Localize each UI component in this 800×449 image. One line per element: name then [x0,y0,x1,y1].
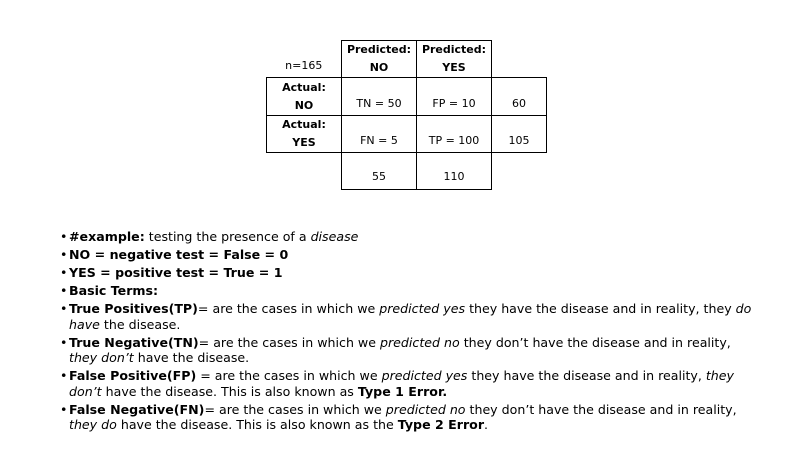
definitions-list [60,229,760,435]
list-item-example: • #example: testing the presence of a disease [60,229,760,245]
list-item-false-negative: • False Negative(FN)= are the cases in which we predicted no they don’t have the disease and in reality, they do have the disease. This is also known as the Type 2 Error. [60,402,760,433]
col-total-yes: 110 [417,153,492,190]
row-total-yes: 105 [492,116,547,153]
header-actual-no: Actual: NO [267,78,342,116]
row-total-no: 60 [492,78,547,116]
list-item-false-positive: • False Positive(FP) = are the cases in which we predicted yes they have the disease and in reality, they don’t have the disease. This is also known as Type 1 Error. [60,368,760,399]
list-item-no-definition: • NO = negative test = False = 0 [60,247,760,263]
list-item-true-negative: • True Negative(TN)= are the cases in which we predicted no they don’t have the disease and in reality, they don’t have the disease. [60,335,760,366]
cell-true-positive: TP = 100 [417,116,492,153]
confusion-matrix [266,40,547,190]
list-item-basic-terms: • Basic Terms: [60,283,760,299]
cell-true-negative: TN = 50 [342,78,417,116]
header-predicted-yes: Predicted: YES [417,41,492,78]
cell-false-positive: FP = 10 [417,78,492,116]
cell-false-negative: FN = 5 [342,116,417,153]
list-item-yes-definition: • YES = positive test = True = 1 [60,265,760,281]
col-total-no: 55 [342,153,417,190]
header-actual-yes: Actual: YES [267,116,342,153]
list-item-true-positive: • True Positives(TP)= are the cases in which we predicted yes they have the disease and in reality, they do have the disease. [60,301,760,332]
header-predicted-no: Predicted: NO [342,41,417,78]
sample-size-label: n=165 [285,59,323,72]
